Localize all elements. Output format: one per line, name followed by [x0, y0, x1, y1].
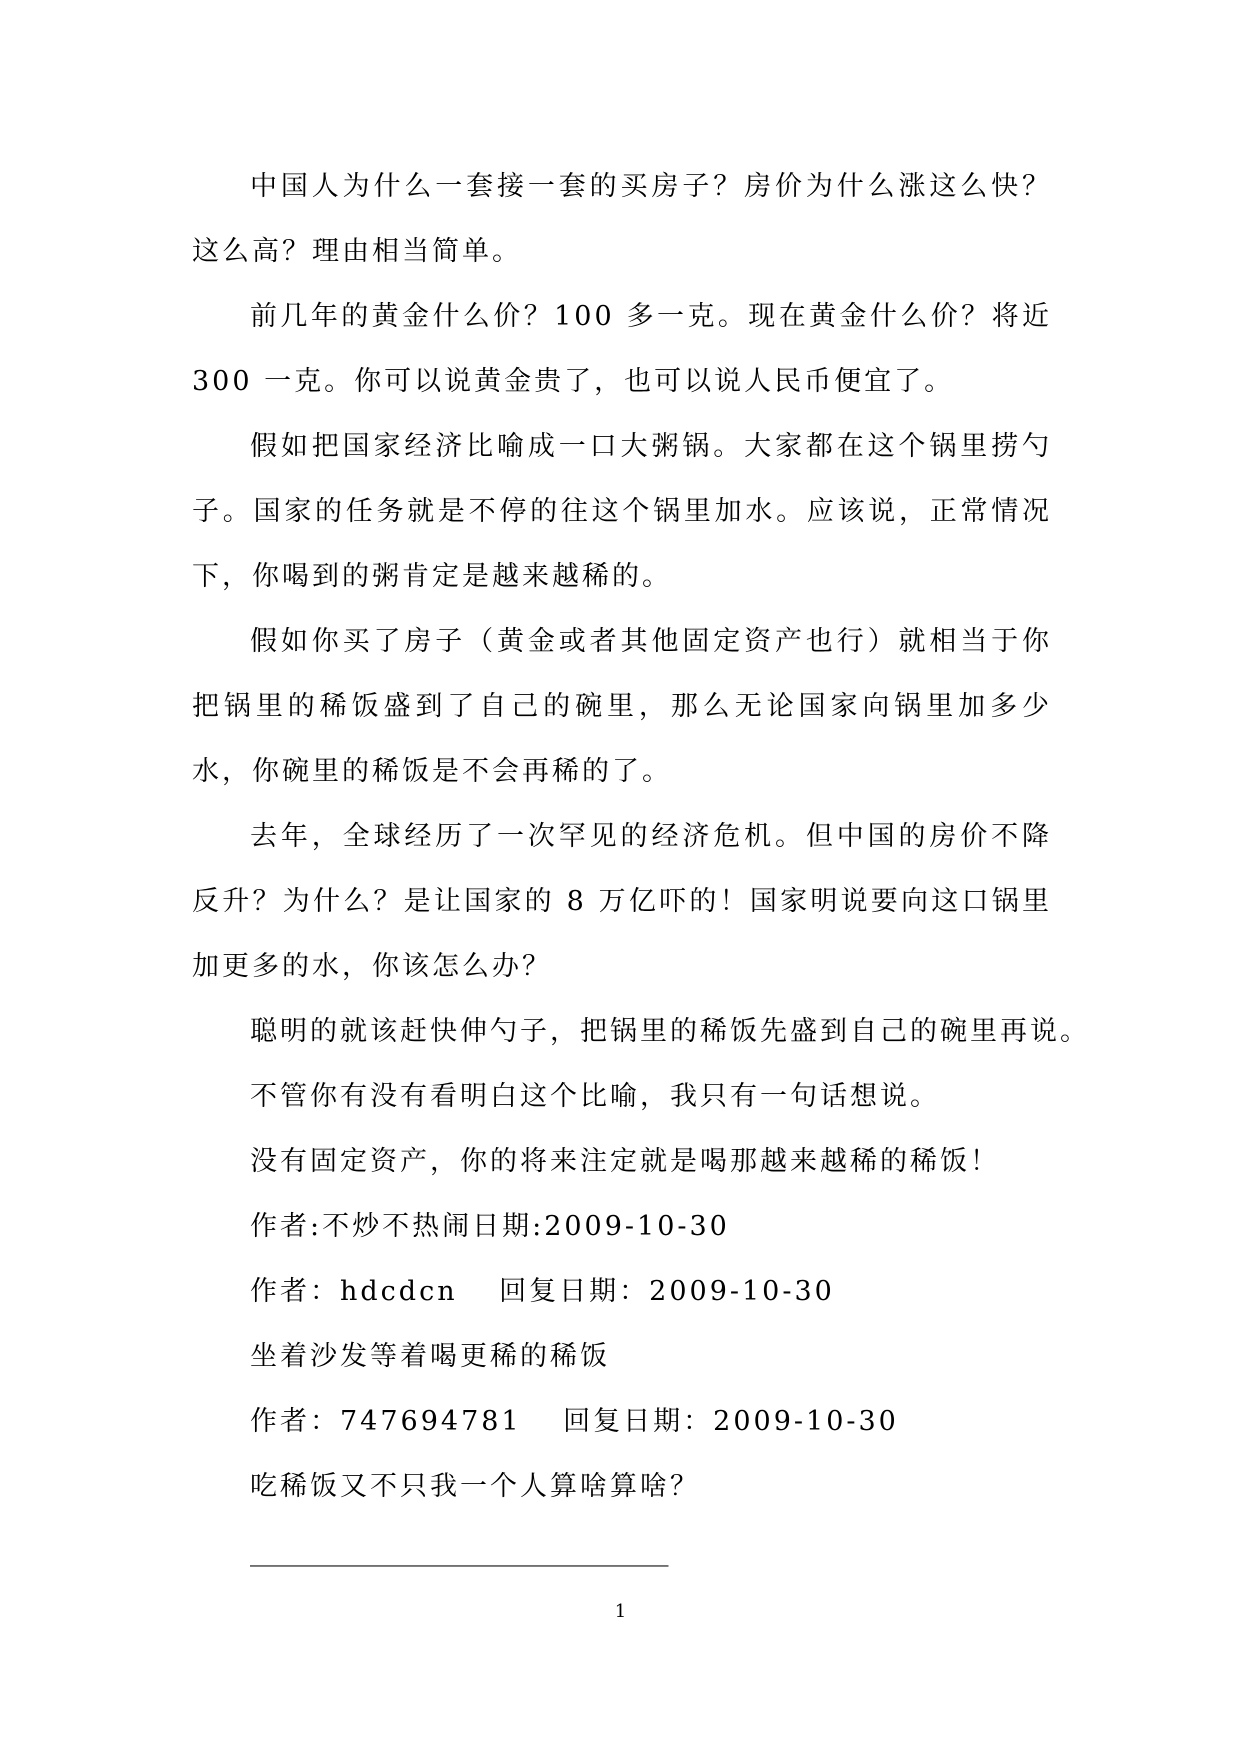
reply-text-line: 坐着沙发等着喝更稀的稀饭 [250, 1341, 610, 1372]
document-body [192, 154, 1090, 1584]
text-line: 没有固定资产，你的将来注定就是喝那越来越稀的稀饭！ [250, 1146, 1000, 1177]
underscore-rule: _______________________________ [250, 1536, 669, 1567]
text-line: 不管你有没有看明白这个比喻，我只有一句话想说。 [250, 1081, 940, 1112]
paragraph: 假如把国家经济比喻成一口大粥锅。大家都在这个锅里捞勺子。国家的任务就是不停的往这个锅里加水。应该说，正常情况下，你喝到的粥肯定是越来越稀的。 [192, 431, 1052, 592]
author-reply-line: 作者：hdcdcn 回复日期：2009-10-30 [250, 1276, 835, 1307]
page-number: 1 [614, 1601, 627, 1622]
reply-text-line: 吃稀饭又不只我一个人算啥算啥？ [250, 1471, 700, 1502]
paragraph: 假如你买了房子（黄金或者其他固定资产也行）就相当于你把锅里的稀饭盛到了自己的碗里，那么无论国家向锅里加多少水，你碗里的稀饭是不会再稀的了。 [192, 626, 1052, 787]
paragraph: 前几年的黄金什么价？100 多一克。现在黄金什么价？将近 300 一克。你可以说黄金贵了，也可以说人民币便宜了。 [192, 301, 1064, 397]
paragraph: 中国人为什么一套接一套的买房子？房价为什么涨这么快？这么高？理由相当简单。 [192, 171, 1052, 267]
paragraph: 去年，全球经历了一次罕见的经济危机。但中国的房价不降反升？为什么？是让国家的 8 万亿吓的！国家明说要向这口锅里加更多的水，你该怎么办？ [192, 821, 1052, 982]
author-date-line: 作者:不炒不热闹日期:2009-10-30 [250, 1211, 730, 1242]
author-reply-line: 作者：747694781 回复日期：2009-10-30 [250, 1406, 899, 1437]
text-line: 聪明的就该赶快伸勺子，把锅里的稀饭先盛到自己的碗里再说。 [250, 1016, 1090, 1047]
